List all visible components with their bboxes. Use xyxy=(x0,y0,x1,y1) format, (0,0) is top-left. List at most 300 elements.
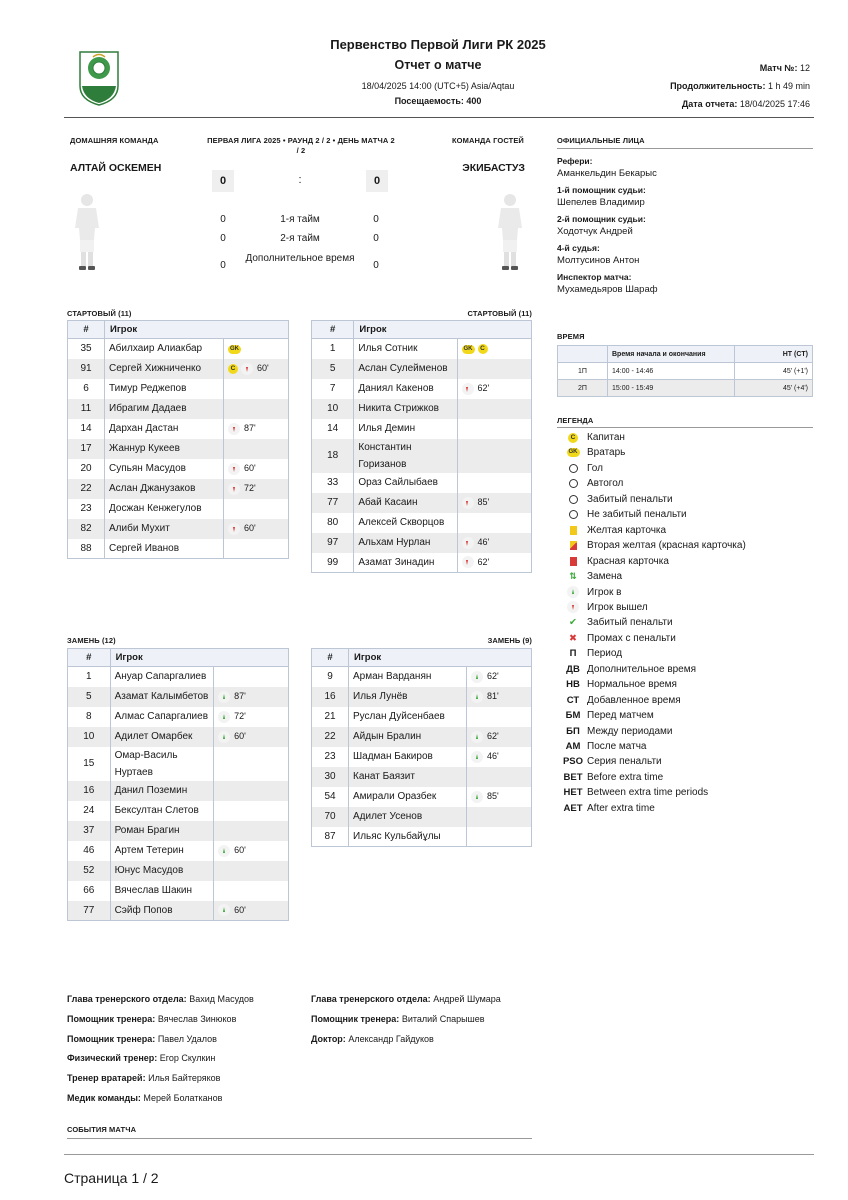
legend-ball-icon xyxy=(561,510,585,519)
sub-out-icon xyxy=(228,463,240,475)
player-name: Алиби Мухит xyxy=(105,519,224,539)
player-number: 18 xyxy=(312,439,354,473)
legend-item xyxy=(561,445,625,460)
sub-minute: 72' xyxy=(244,482,256,493)
match-events-title: СОБЫТИЯ МАТЧА xyxy=(67,1125,137,1134)
player-name: Абай Касаин xyxy=(354,493,457,513)
sub-minute: 87' xyxy=(234,690,246,701)
legend-item xyxy=(561,785,708,800)
official-role: 4-й судья: xyxy=(557,243,600,253)
player-number: 24 xyxy=(68,801,111,821)
official-role: Инспектор матча: xyxy=(557,272,632,282)
player-events xyxy=(224,479,289,499)
attendance: Посещаемость: 400 xyxy=(394,96,482,106)
legend-ball-icon xyxy=(561,495,585,504)
legend-divider xyxy=(557,427,813,428)
legend-title: ЛЕГЕНДА xyxy=(557,416,594,425)
legend-item xyxy=(561,507,687,522)
staff-name: Вячеслав Зинюков xyxy=(157,1013,237,1024)
table-row xyxy=(68,861,289,881)
legend-item xyxy=(561,724,673,739)
sub-minute: 72' xyxy=(234,710,246,721)
table-row xyxy=(68,399,289,419)
sub-in-icon xyxy=(471,731,483,743)
legend-abbr-icon: П xyxy=(569,648,577,660)
sub-in-icon xyxy=(471,791,483,803)
report-title: Первенство Первой Лиги РК 2025 xyxy=(330,37,546,52)
legend-abbr-icon: AET xyxy=(563,802,583,814)
player-events xyxy=(467,667,532,687)
player-events xyxy=(214,781,289,801)
sub-out-icon xyxy=(462,537,474,549)
legend-out-icon xyxy=(561,601,585,613)
player-number: 15 xyxy=(68,747,111,781)
table-row xyxy=(68,901,289,921)
player-events xyxy=(457,439,531,473)
p2-away: 0 xyxy=(373,233,379,244)
sub-minute: 62' xyxy=(487,730,499,741)
player-name: Арман Варданян xyxy=(349,667,467,687)
player-number: 97 xyxy=(312,533,354,553)
official-name: Молтусинов Антон xyxy=(557,255,640,266)
player-number: 46 xyxy=(68,841,111,861)
table-row xyxy=(312,359,532,379)
legend-item xyxy=(561,739,647,754)
legend-text: Замена xyxy=(587,571,623,583)
legend-item xyxy=(561,569,622,584)
player-name: Сергей Иванов xyxy=(105,539,224,559)
official-name: Шепелев Владимир xyxy=(557,197,645,208)
player-name: Сергей Хижниченко xyxy=(105,359,224,379)
p1-home: 0 xyxy=(220,214,226,225)
table-row xyxy=(312,667,532,687)
staff-role: Помощник тренера: xyxy=(311,1013,400,1024)
player-name: Константин Горизанов xyxy=(354,439,457,473)
report-subtitle: Отчет о матче xyxy=(394,58,482,72)
player-number: 99 xyxy=(312,553,354,573)
player-number: 22 xyxy=(312,727,349,747)
legend-item xyxy=(561,461,603,476)
legend-abbr-icon: БМ xyxy=(565,710,581,722)
player-events xyxy=(214,707,289,727)
table-row xyxy=(68,727,289,747)
player-name: Адилет Усенов xyxy=(349,807,467,827)
table-row xyxy=(312,553,532,573)
sub-out-icon xyxy=(462,497,474,509)
player-number: 82 xyxy=(68,519,105,539)
legend-item xyxy=(561,554,669,569)
et-away: 0 xyxy=(373,260,379,271)
player-events xyxy=(457,493,531,513)
player-name: Айдын Бралин xyxy=(349,727,467,747)
player-name: Роман Брагин xyxy=(110,821,214,841)
table-row xyxy=(68,821,289,841)
player-events xyxy=(224,419,289,439)
legend-ball-icon xyxy=(561,464,585,473)
player-number: 87 xyxy=(312,827,349,847)
player-number: 10 xyxy=(312,399,354,419)
table-header xyxy=(312,321,532,339)
time-col-range: Время начала и окончания xyxy=(608,346,735,363)
player-name: Даниял Какенов xyxy=(354,379,457,399)
player-name: Канат Баязит xyxy=(349,767,467,787)
sub-minute: 62' xyxy=(477,556,490,567)
sub-out-icon xyxy=(228,483,240,495)
legend-text: Гол xyxy=(587,462,603,474)
legend-check-icon: ✔ xyxy=(569,617,577,629)
player-number: 6 xyxy=(68,379,105,399)
time-col-ht: HT (CT) xyxy=(735,346,813,363)
table-row xyxy=(68,359,289,379)
player-name: Артем Тетерин xyxy=(110,841,214,861)
legend-item xyxy=(561,492,673,507)
table-row xyxy=(312,807,532,827)
staff-role: Физический тренер: xyxy=(67,1053,158,1064)
player-name: Шадман Бакиров xyxy=(349,747,467,767)
legend-text: Игрок вышел xyxy=(587,601,648,613)
player-name: Вячеслав Шакин xyxy=(110,881,214,901)
legend-text: Before extra time xyxy=(587,771,664,783)
legend-cross-icon: ✖ xyxy=(569,632,577,644)
table-row xyxy=(68,781,289,801)
match-number: Матч №: 12 xyxy=(759,63,810,73)
col-num: # xyxy=(68,649,111,667)
sub-minute: 46' xyxy=(487,750,499,761)
legend-abbr-icon: АМ xyxy=(565,741,581,752)
table-header xyxy=(68,321,289,339)
player-number: 10 xyxy=(68,727,111,747)
p2-home: 0 xyxy=(220,233,226,244)
table-row xyxy=(68,419,289,439)
away-starting-table xyxy=(311,320,532,573)
player-number: 16 xyxy=(68,781,111,801)
player-name: Дархан Дастан xyxy=(105,419,224,439)
player-events xyxy=(467,687,532,707)
player-events xyxy=(224,459,289,479)
legend-abbr-icon: HET xyxy=(563,787,583,799)
legend-item xyxy=(561,646,622,661)
table-row xyxy=(312,827,532,847)
table-row xyxy=(312,513,532,533)
player-name: Омар-Василь Нуртаев xyxy=(110,747,214,781)
officials-title: ОФИЦИАЛЬНЫЕ ЛИЦА xyxy=(557,136,645,145)
player-events xyxy=(467,827,532,847)
staff-role: Доктор: xyxy=(311,1033,346,1044)
table-row xyxy=(312,533,532,553)
officials-divider xyxy=(557,148,813,149)
table-row xyxy=(312,787,532,807)
player-number: 8 xyxy=(68,707,111,727)
official-role: 1-й помощник судьи: xyxy=(557,185,646,195)
time-table xyxy=(557,345,813,397)
player-events xyxy=(214,901,289,921)
staff-role: Глава тренерского отдела: xyxy=(311,994,431,1004)
staff-row xyxy=(311,1034,501,1054)
table-row xyxy=(68,339,289,359)
away-staff xyxy=(311,994,501,1053)
col-player: Игрок xyxy=(110,649,288,667)
staff-name: Павел Удалов xyxy=(157,1033,217,1044)
table-row xyxy=(68,881,289,901)
table-row xyxy=(312,707,532,727)
official-name: Мухамедьяров Шараф xyxy=(557,284,658,295)
legend-text: Автогол xyxy=(587,478,624,490)
player-number: 33 xyxy=(312,473,354,493)
legend-text: Добавленное время xyxy=(587,694,681,706)
away-subs-label: ЗАМЕНЬ (9) xyxy=(487,636,532,645)
legend-text: Вратарь xyxy=(587,447,626,459)
table-row xyxy=(312,687,532,707)
staff-role: Глава тренерского отдела: xyxy=(67,994,187,1004)
player-number: 70 xyxy=(312,807,349,827)
player-events xyxy=(214,667,289,687)
player-events xyxy=(467,807,532,827)
player-number: 35 xyxy=(68,339,105,359)
legend-in-icon xyxy=(561,586,585,598)
et-home: 0 xyxy=(220,260,226,271)
legend-ball-icon xyxy=(561,479,585,488)
table-row xyxy=(68,459,289,479)
captain-icon: C xyxy=(228,364,238,374)
legend-text: After extra time xyxy=(587,802,655,814)
player-name: Илья Сотник xyxy=(354,339,457,359)
player-number: 5 xyxy=(312,359,354,379)
legend-item xyxy=(561,476,623,491)
legend-swap-icon: ⇅ xyxy=(569,571,577,582)
table-row xyxy=(68,667,289,687)
legend-text: Забитый пенальти xyxy=(587,493,673,505)
sub-in-icon xyxy=(471,691,483,703)
away-subs-table xyxy=(311,648,532,847)
player-number: 88 xyxy=(68,539,105,559)
player-name: Бексултан Слетов xyxy=(110,801,214,821)
table-row xyxy=(68,519,289,539)
legend-item xyxy=(561,677,677,692)
legend-item xyxy=(561,615,673,630)
legend-text: Дополнительное время xyxy=(587,663,697,675)
player-number: 21 xyxy=(312,707,349,727)
legend-text: Вторая желтая (красная карточка) xyxy=(587,540,746,552)
time-range: 15:00 - 15:49 xyxy=(608,380,735,397)
staff-name: Егор Скулкин xyxy=(159,1053,216,1064)
table-row xyxy=(312,379,532,399)
official-name: Ходотчук Андрей xyxy=(557,226,633,237)
table-row xyxy=(68,747,289,781)
player-events xyxy=(224,339,289,359)
player-events xyxy=(214,841,289,861)
away-starting-label: СТАРТОВЫЙ (11) xyxy=(467,309,532,318)
player-number: 14 xyxy=(312,419,354,439)
col-player: Игрок xyxy=(354,321,532,339)
away-score: 0 xyxy=(366,170,388,192)
table-row xyxy=(312,339,532,359)
player-number: 77 xyxy=(68,901,111,921)
player-name: Алексей Скворцов xyxy=(354,513,457,533)
legend-text: Нормальное время xyxy=(587,679,677,691)
player-events xyxy=(224,439,289,459)
player-number: 80 xyxy=(312,513,354,533)
player-number: 20 xyxy=(68,459,105,479)
player-number: 11 xyxy=(68,399,105,419)
player-name: Тимур Реджепов xyxy=(105,379,224,399)
player-number: 14 xyxy=(68,419,105,439)
legend-text: Промах с пенальти xyxy=(587,632,676,644)
player-name: Юнус Масудов xyxy=(110,861,214,881)
sub-minute: 60' xyxy=(257,362,269,373)
player-name: Ильяс Кульбайұлы xyxy=(349,827,467,847)
legend-abbr-icon: НВ xyxy=(566,679,580,691)
player-number: 16 xyxy=(312,687,349,707)
player-name: Азамат Зинадин xyxy=(354,553,457,573)
home-starting-label: СТАРТОВЫЙ (11) xyxy=(67,309,132,318)
player-name: Данил Поземин xyxy=(110,781,214,801)
staff-role: Помощник тренера: xyxy=(67,1033,156,1044)
player-events xyxy=(224,379,289,399)
table-row xyxy=(68,439,289,459)
player-events xyxy=(214,861,289,881)
sub-minute: 62' xyxy=(487,671,499,682)
player-events xyxy=(467,707,532,727)
home-staff xyxy=(67,994,254,1113)
time-range: 14:00 - 14:46 xyxy=(608,363,735,380)
player-events xyxy=(457,533,531,553)
legend-second-icon xyxy=(561,541,585,550)
legend-abbr-icon: PSO xyxy=(562,756,584,768)
sub-out-icon xyxy=(462,556,474,568)
away-kit-icon xyxy=(495,192,525,272)
player-number: 23 xyxy=(312,747,349,767)
player-events xyxy=(467,727,532,747)
sub-minute: 85' xyxy=(477,496,490,507)
staff-name: Мерей Болатканов xyxy=(143,1092,223,1103)
home-starting-table xyxy=(67,320,289,559)
table-header xyxy=(68,649,289,667)
player-events xyxy=(214,801,289,821)
player-events xyxy=(457,473,531,493)
legend-abbr-icon: ДВ xyxy=(566,663,580,675)
sub-minute: 46' xyxy=(477,536,490,547)
home-kit-icon xyxy=(72,192,102,272)
time-col-period xyxy=(558,346,608,363)
player-number: 7 xyxy=(312,379,354,399)
sub-minute: 60' xyxy=(234,904,246,915)
player-events xyxy=(214,881,289,901)
legend-text: Не забитый пенальти xyxy=(587,509,687,521)
player-events xyxy=(457,419,531,439)
player-events xyxy=(214,727,289,747)
staff-row xyxy=(311,1014,501,1034)
table-row xyxy=(68,479,289,499)
player-name: Илья Лунёв xyxy=(349,687,467,707)
player-name: Сэйф Попов xyxy=(110,901,214,921)
sub-out-icon xyxy=(228,523,240,535)
staff-row xyxy=(67,1093,254,1113)
player-events xyxy=(467,767,532,787)
player-events xyxy=(224,359,289,379)
home-subs-table xyxy=(67,648,289,921)
player-number: 77 xyxy=(312,493,354,513)
legend-item xyxy=(561,600,648,615)
legend-abbr-icon: СТ xyxy=(566,694,580,706)
staff-row xyxy=(311,994,501,1014)
player-number: 5 xyxy=(68,687,111,707)
legend-text: Период xyxy=(587,648,623,660)
table-row xyxy=(312,419,532,439)
col-player: Игрок xyxy=(105,321,289,339)
events-divider xyxy=(67,1138,532,1139)
sub-out-icon xyxy=(241,363,253,375)
sub-minute: 60' xyxy=(234,844,246,855)
player-name: Аслан Джанузаков xyxy=(105,479,224,499)
sub-in-icon xyxy=(218,904,230,916)
staff-row xyxy=(67,1034,254,1054)
table-row xyxy=(68,801,289,821)
table-row xyxy=(68,841,289,861)
player-name: Илья Демин xyxy=(354,419,457,439)
match-datetime: 18/04/2025 14:00 (UTC+5) Asia/Aqtau xyxy=(361,81,515,91)
time-ht: 45' (+1') xyxy=(735,363,813,380)
time-period: 2П xyxy=(558,380,608,397)
table-row xyxy=(68,539,289,559)
player-name: Азамат Калымбетов xyxy=(110,687,214,707)
staff-role: Медик команды: xyxy=(67,1092,141,1103)
player-name: Руслан Дуйсенбаев xyxy=(349,707,467,727)
player-events xyxy=(214,821,289,841)
player-number: 1 xyxy=(68,667,111,687)
table-row xyxy=(312,439,532,473)
legend-item xyxy=(561,585,621,600)
et-label: Дополнительное время xyxy=(245,253,355,264)
player-events xyxy=(224,539,289,559)
official-name: Аманкельдин Бекарыс xyxy=(557,168,657,179)
legend-item xyxy=(561,538,746,553)
player-events xyxy=(457,379,531,399)
legend-text: После матча xyxy=(587,741,647,752)
player-number: 17 xyxy=(68,439,105,459)
player-name: Адилет Омарбек xyxy=(110,727,214,747)
sub-minute: 62' xyxy=(477,382,490,393)
player-number: 22 xyxy=(68,479,105,499)
sub-in-icon xyxy=(218,845,230,857)
footer-divider xyxy=(64,1154,814,1155)
col-num: # xyxy=(68,321,105,339)
goalkeeper-icon: GK xyxy=(230,345,239,352)
home-score: 0 xyxy=(212,170,234,192)
player-events xyxy=(214,747,289,781)
player-number: 91 xyxy=(68,359,105,379)
score-separator: : xyxy=(298,174,302,186)
player-name: Жаннур Кукеев xyxy=(105,439,224,459)
legend-item xyxy=(561,801,655,816)
table-row xyxy=(312,399,532,419)
legend-text: Между периодами xyxy=(587,725,673,737)
col-num: # xyxy=(312,321,354,339)
legend-text: Желтая карточка xyxy=(587,524,667,536)
player-name: Амирали Оразбек xyxy=(349,787,467,807)
table-row xyxy=(68,499,289,519)
staff-name: Андрей Шумара xyxy=(433,994,501,1004)
staff-row xyxy=(67,1014,254,1034)
player-name: Досжан Кенжегулов xyxy=(105,499,224,519)
legend-item xyxy=(561,708,654,723)
player-name: Ораз Сайлыбаев xyxy=(354,473,457,493)
table-row xyxy=(68,687,289,707)
goalkeeper-icon: GK xyxy=(463,345,473,352)
sub-minute: 60' xyxy=(234,730,246,741)
legend-text: Between extra time periods xyxy=(587,787,709,799)
player-events xyxy=(467,747,532,767)
sub-in-icon xyxy=(471,751,483,763)
